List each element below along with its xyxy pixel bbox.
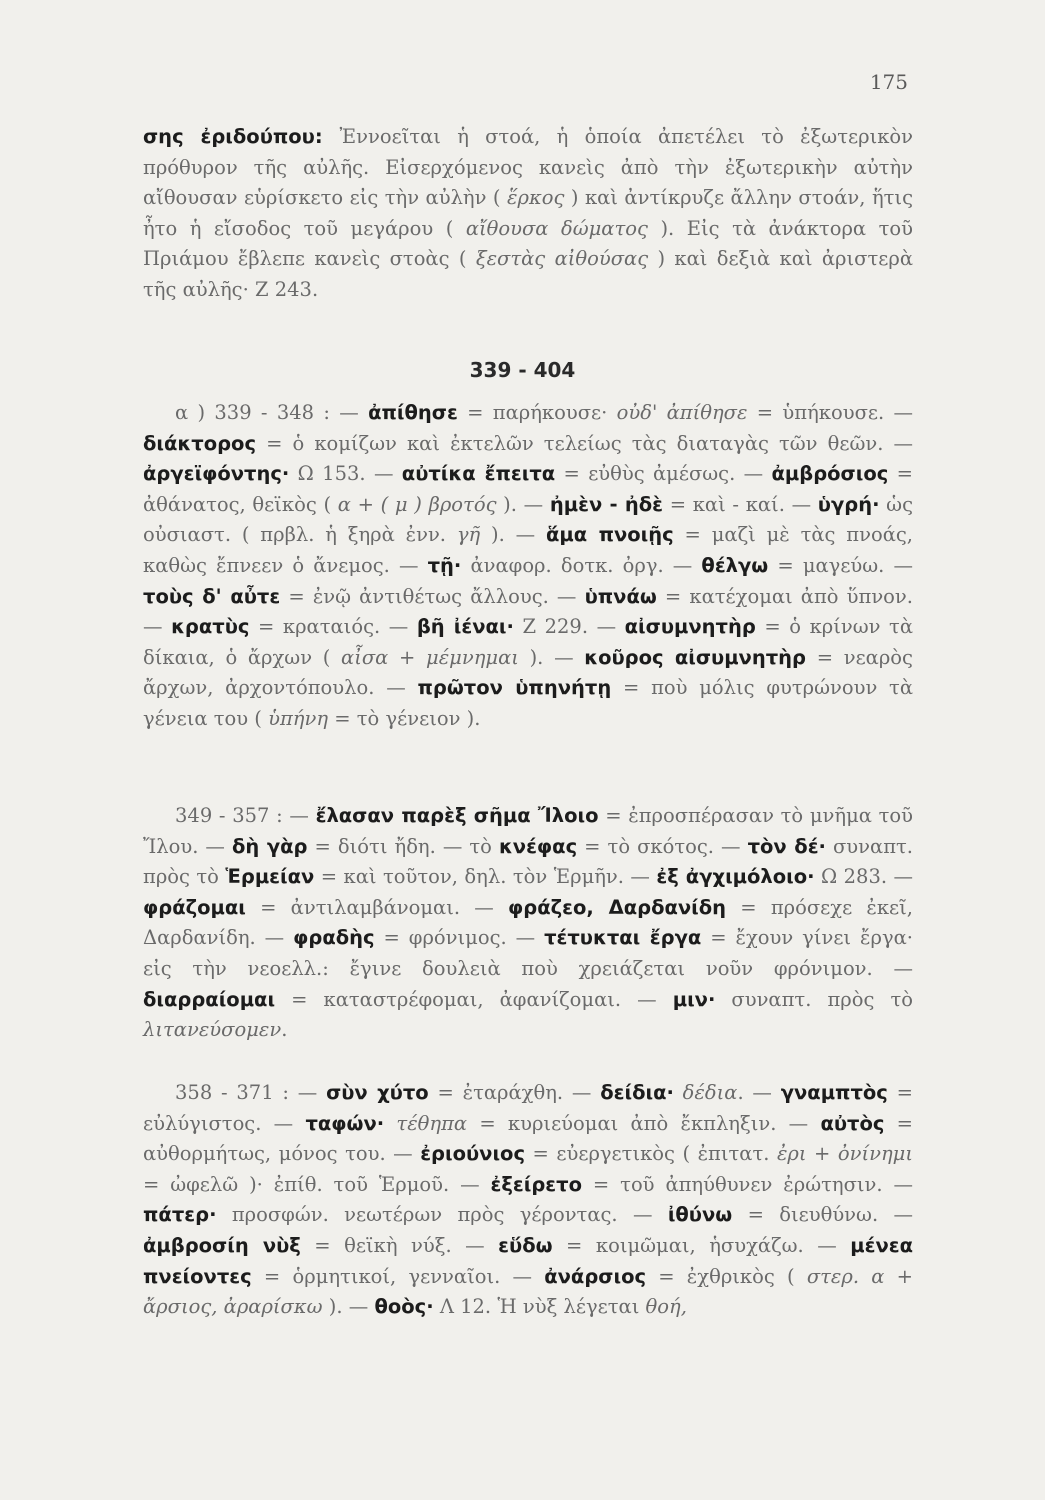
gloss-text [674, 1081, 683, 1104]
gloss-text: 349 - 357 : — [175, 804, 316, 827]
gloss-text: προσφών. νεωτέρων πρὸς γέροντας. — [216, 1203, 668, 1227]
gloss-text: ). — [518, 645, 585, 669]
lemma-term: εὕδω [498, 1233, 553, 1257]
lemma-term: θοὸς· [374, 1295, 434, 1319]
gloss-text: = καὶ τοῦτον, δηλ. τὸν Ἑρμῆν. — [314, 865, 657, 889]
gloss-text: Ω 283. — [814, 865, 914, 889]
gloss-text: = ἔχουν γίνει ἔργα· εἰς τὴν νεοελλ.: ἔγινε δουλειὰ ποὺ χρειάζεται νοῦν φρόνιμον. — [143, 926, 913, 980]
lemma-term: διάκτορος [143, 431, 257, 455]
lemma-term: φραδὴς [293, 926, 375, 950]
italic-text: ξεστὰς αἰθούσας [475, 247, 649, 271]
gloss-text: ) καὶ ἀντίκρυζε ἄλλην στοάν, ἥτις ἦτο ἡ εἴσοδος τοῦ μεγάρου ( [143, 186, 913, 240]
lemma-term: ὑπνάω [584, 584, 657, 608]
lemma-term: τὸν δέ· [747, 834, 826, 858]
lemma-term: φράζομαι [143, 895, 246, 919]
gloss-text: = καὶ - καί. — [663, 492, 818, 516]
gloss-text: = κυριεύομαι ἀπὸ ἔκπληξιν. — [467, 1111, 821, 1135]
gloss-text: . [281, 1018, 288, 1042]
paragraph-349-357 [143, 801, 913, 1046]
lemma-term: θέλγω [701, 553, 769, 577]
gloss-text: 358 - 371 : — [175, 1081, 327, 1104]
italic-text: αἴθουσα δώματος [465, 216, 648, 240]
gloss-text: = ὁ κρίνων τὰ δίκαια, ὁ ἄρχων ( [143, 615, 913, 669]
lemma-term: κνέφας [498, 834, 578, 858]
lemma-term: ἔλασαν παρὲξ σῆμα Ἴλοιο [315, 804, 599, 827]
lemma-term: αἰσυμνητὴρ [624, 615, 756, 639]
gloss-text: = μαζὶ μὲ τὰς πνοάς, καθὼς ἔπνεεν ὁ ἄνεμος. — [143, 523, 913, 577]
gloss-text: = ἐνῷ ἀντιθέτως ἄλλους. — [280, 584, 585, 608]
gloss-text: = διότι ἤδη. — τὸ [307, 834, 499, 858]
italic-text: λιτανεύσομεν [143, 1018, 282, 1042]
lemma-term: τέτυκται ἔργα [544, 926, 702, 950]
gloss-text: = τὸ γένειον ). [328, 706, 481, 730]
gloss-text: = ὠφελῶ )· ἐπίθ. τοῦ Ἑρμοῦ. — [143, 1172, 491, 1196]
italic-text: ἐρι + ὀνίνημι [776, 1142, 914, 1166]
lemma-term: ταφών· [305, 1111, 385, 1135]
lemma-term: γναμπτὸς [780, 1081, 888, 1104]
gloss-text: = ὑπήκουσε. — [747, 401, 913, 424]
italic-text: στερ. α + ἄρσιος, ἀραρίσκω [143, 1264, 913, 1319]
lemma-term: βῆ ἰέναι· [416, 615, 514, 639]
gloss-text: ἀναφορ. δοτκ. ὀργ. — [461, 553, 702, 577]
lemma-term: δὴ γὰρ [231, 834, 308, 858]
lemma-term: ἐξείρετο [490, 1172, 582, 1196]
gloss-text: συναπτ. πρὸς τὸ [715, 987, 913, 1011]
italic-text: τέθηπα [396, 1111, 468, 1135]
gloss-text: Ω 153. — [289, 462, 402, 486]
italic-text: θοή, [645, 1295, 687, 1319]
gloss-text [384, 1112, 396, 1135]
page-number: 175 [869, 70, 908, 94]
gloss-text: = ἐταράχθη. — [428, 1081, 601, 1104]
lemma-term: ἐξ ἀγχιμόλοιο· [656, 865, 815, 889]
lemma-term: πρῶτον ὑπηνήτῃ [417, 676, 612, 700]
lemma-term: τῇ· [427, 553, 462, 577]
gloss-text: ). — [480, 523, 546, 547]
italic-text: ὑπήνη [268, 706, 329, 730]
gloss-text: = ἀθάνατος, θεϊκὸς ( [143, 462, 913, 516]
lemma-term: κρατὺς [171, 615, 250, 639]
gloss-text: Ζ 229. — [513, 615, 625, 639]
lemma-term: σης ἐριδούπου: [143, 125, 340, 148]
gloss-text: = κραταιός. — [249, 615, 417, 639]
gloss-text: = κατέχομαι ἀπὸ ὕπνον. — [143, 584, 913, 639]
italic-text: γῆ [456, 523, 481, 547]
gloss-text: = φρόνιμος. — [374, 926, 545, 950]
paragraph-intro [143, 122, 913, 306]
gloss-text: ). Εἰς τὰ ἀνάκτορα τοῦ Πριάμου ἔβλεπε κανεὶς στοὰς ( [143, 216, 913, 271]
lemma-term: αὐτὸς [820, 1111, 885, 1135]
lemma-term: ἀμβρόσιος [771, 462, 889, 486]
gloss-text: = τοῦ ἀπηύθυνεν ἐρώτησιν. — [582, 1172, 913, 1196]
gloss-text: = θεϊκὴ νύξ. — [300, 1233, 499, 1257]
gloss-text: Λ 12. Ἡ νὺξ λέγεται [433, 1295, 646, 1319]
gloss-text: = ποὺ μόλις φυτρώνουν τὰ γένεια του ( [143, 676, 914, 730]
gloss-text: ). — [496, 492, 550, 516]
lemma-term: κοῦρος αἰσυμνητὴρ [584, 645, 807, 669]
gloss-text: = αὐθορμήτως, μόνος του. — [143, 1111, 913, 1166]
gloss-text: ). — [322, 1295, 375, 1319]
gloss-text: ὡς οὐσιαστ. ( πρβλ. ἡ ξηρὰ ἐνν. [143, 492, 913, 547]
gloss-text: α ) 339 - 348 : — [175, 401, 369, 424]
gloss-text: ) καὶ δεξιὰ καὶ ἀριστερὰ τῆς αὐλῆς· Ζ 243. [143, 247, 913, 301]
lemma-term: Ἑρμείαν [225, 865, 315, 889]
lemma-term: ἰθύνω [667, 1203, 733, 1227]
gloss-text: = εὐεργετικὸς ( ἐπιτατ. [525, 1142, 777, 1166]
lemma-term: πάτερ· [143, 1203, 217, 1227]
gloss-text: = πρόσεχε ἐκεῖ, Δαρδανίδη. — [143, 895, 914, 950]
lemma-term: ἅμα πνοιῇς [546, 523, 674, 547]
gloss-text: = κοιμῶμαι, ἡσυχάζω. — [552, 1233, 851, 1257]
section-heading: 339 - 404 [469, 358, 576, 382]
lemma-term: ἀπίθησε [368, 401, 458, 424]
lemma-term: διαρραίομαι [143, 987, 276, 1011]
lemma-term: δείδια· [600, 1081, 674, 1104]
lemma-term: σὺν χύτο [326, 1081, 429, 1104]
lemma-term: αὐτίκα ἔπειτα [401, 462, 556, 486]
lemma-term: ἠμὲν - ἠδὲ [549, 492, 664, 516]
lemma-term: μένεα πνείοντες [143, 1233, 913, 1288]
lemma-term: ἀνάρσιος [544, 1264, 647, 1288]
gloss-text: = ὁρμητικοί, γενναῖοι. — [251, 1264, 545, 1288]
lemma-term: ἐριούνιος [420, 1142, 526, 1166]
gloss-text: = ἐχθρικὸς ( [646, 1264, 807, 1288]
gloss-text: = μαγεύω. — [768, 553, 913, 577]
italic-text: α + ( μ ) βροτός [337, 492, 497, 516]
paragraph-339-348 [143, 398, 913, 735]
lemma-term: ἀργεϊφόντης· [143, 462, 290, 486]
paragraph-358-371 [143, 1078, 913, 1323]
gloss-text: = παρήκουσε· [457, 401, 617, 424]
gloss-text: = ἐπροσπέρασαν τὸ μνῆμα τοῦ Ἴλου. — [143, 804, 913, 858]
gloss-text: συναπτ. πρὸς τὸ [143, 834, 913, 889]
gloss-text: = εὐλύγιστος. — [143, 1081, 914, 1135]
gloss-text: Ἐννοεῖται ἡ στοά, ἡ ὁποία ἀπετέλει τὸ ἐξωτερικὸν πρόθυρον τῆς αὐλῆς. Εἰσερχόμενος κανεὶς ἀπὸ τὴν ἐξωτερικὴν αὐτὴν αἴθουσαν εὑρίσκετο εἰς τὴν αὐλὴν ( [143, 125, 913, 210]
italic-text: οὐδ' ἀπίθησε [616, 401, 748, 424]
lemma-term: φράζεο, Δαρδανίδη [508, 895, 727, 919]
italic-text: ἕρκος [507, 186, 565, 210]
gloss-text: = τὸ σκότος. — [577, 834, 748, 858]
lemma-term: μιν· [672, 987, 716, 1011]
italic-text: αἶσα + μέμνημαι [341, 645, 519, 669]
lemma-term: ὑγρή· [817, 492, 880, 516]
lemma-term: ἀμβροσίη νὺξ [143, 1233, 301, 1257]
gloss-text: = ἀντιλαμβάνομαι. — [245, 895, 509, 919]
gloss-text: = διευθύνω. — [732, 1203, 913, 1227]
gloss-text: = νεαρὸς ἄρχων, ἀρχοντόπουλο. — [143, 645, 913, 700]
lemma-term: τοὺς δ' αὖτε [143, 584, 281, 608]
gloss-text: = ὁ κομίζων καὶ ἐκτελῶν τελείως τὰς διαταγὰς τῶν θεῶν. — [256, 431, 913, 455]
gloss-text: = εὐθὺς ἀμέσως. — [555, 462, 772, 486]
gloss-text: . — [737, 1081, 781, 1104]
italic-text: δέδια [682, 1081, 738, 1104]
gloss-text: = καταστρέφομαι, ἀφανίζομαι. — [275, 987, 673, 1011]
